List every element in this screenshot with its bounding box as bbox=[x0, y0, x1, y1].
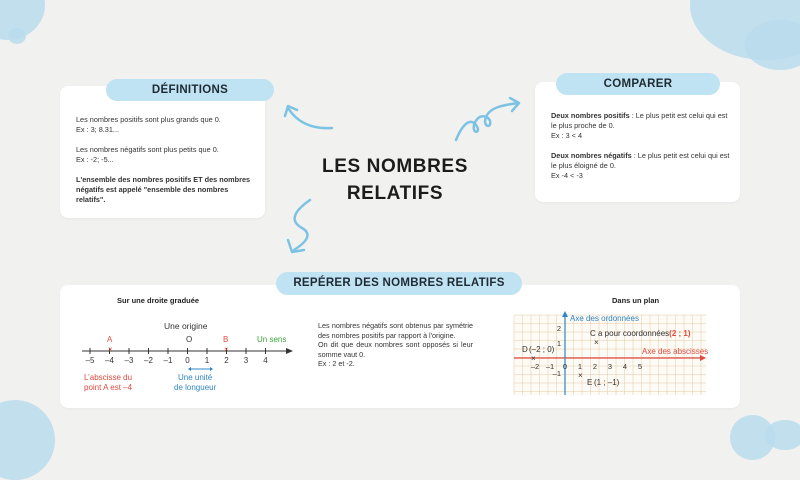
definitions-p3: L'ensemble des nombres positifs ET des nombres négatifs est appelé "ensemble des nombres relatifs". bbox=[76, 175, 251, 204]
doodle-arrow-left-icon bbox=[282, 98, 337, 138]
mark-A-icon: × bbox=[108, 345, 113, 354]
point-C-coords: (2 ; 1) bbox=[669, 329, 691, 338]
title-line-2: RELATIFS bbox=[346, 183, 444, 204]
plan-heading: Dans un plan bbox=[612, 296, 660, 305]
decor-blob-top-right-2 bbox=[745, 20, 800, 70]
point-C-mark-icon: × bbox=[594, 338, 599, 347]
page-title bbox=[300, 153, 490, 207]
comparer-positifs-bold: Deux nombres positifs bbox=[551, 111, 630, 120]
abscisse-line-1: L’abscisse du bbox=[84, 373, 133, 382]
number-line-tick-label: 0 bbox=[185, 356, 190, 365]
plane-y-tick-label: 2 bbox=[556, 324, 561, 333]
point-D-mark-icon: × bbox=[531, 354, 536, 363]
plane-x-tick-label: 2 bbox=[592, 362, 598, 371]
plane-x-tick-label: 3 bbox=[607, 362, 613, 371]
number-line-tick-label: –2 bbox=[144, 356, 153, 365]
number-line-tick-label: 4 bbox=[263, 356, 268, 365]
point-O-label: O bbox=[186, 335, 193, 344]
point-D-coords: (–2 ; 0) bbox=[529, 345, 555, 354]
number-line-tick-label: –5 bbox=[85, 356, 95, 365]
definitions-p2-line2: Ex : -2; -5... bbox=[76, 155, 114, 164]
point-C-text bbox=[590, 329, 691, 338]
point-E-label: E bbox=[587, 378, 593, 387]
title-line-1: LES NOMBRES bbox=[322, 156, 468, 177]
point-C-caption: C a pour coordonnées bbox=[590, 329, 670, 338]
axe-ordonnees-label: Axe des ordonnées bbox=[570, 314, 639, 323]
comparer-positifs-text: : Le plus petit est celui qui est le plus proche de 0. bbox=[551, 111, 728, 130]
opposes-line-3: Ex : 2 et -2. bbox=[318, 359, 355, 369]
axe-abscisses-label: Axe des abscisses bbox=[642, 347, 709, 356]
comparer-positifs-ex: Ex : 3 < 4 bbox=[551, 131, 583, 140]
plane-y-tick-label: 1 bbox=[556, 339, 561, 348]
decor-blob-top-left-small bbox=[8, 28, 26, 44]
decor-blob-bottom-left bbox=[0, 400, 55, 480]
definitions-p1-line1: Les nombres positifs sont plus grands que 0. bbox=[76, 115, 221, 124]
number-line-figure bbox=[74, 318, 304, 396]
plane-x-tick-label: 1 bbox=[577, 362, 583, 371]
point-A-label: A bbox=[107, 335, 113, 344]
comparer-label: COMPARER bbox=[556, 73, 720, 95]
number-line-tick-label: 2 bbox=[224, 356, 229, 365]
abscisse-line-2: point A est –4 bbox=[84, 383, 133, 392]
unit-arrow-right-icon bbox=[210, 367, 213, 371]
point-D-label: D bbox=[522, 345, 528, 354]
decor-blob-bottom-right-2 bbox=[765, 420, 800, 450]
droite-heading: Sur une droite graduée bbox=[117, 296, 200, 305]
definitions-label: DÉFINITIONS bbox=[106, 79, 274, 101]
y-axis-arrow-icon bbox=[562, 311, 568, 317]
coordinate-plane-figure bbox=[508, 309, 710, 397]
opposes-line-1: Les nombres négatifs sont obtenus par symétrie des nombres positifs par rapport à l'origine. bbox=[318, 321, 473, 340]
unite-line-2: de longueur bbox=[174, 383, 217, 392]
reperer-label: REPÉRER DES NOMBRES RELATIFS bbox=[276, 272, 522, 295]
plane-x-tick-label: 5 bbox=[637, 362, 643, 371]
plane-x-tick-label: 0 bbox=[562, 362, 568, 371]
plane-y-tick-label: –1 bbox=[552, 369, 561, 378]
point-E-mark-icon: × bbox=[578, 371, 583, 380]
number-line-tick-label: –1 bbox=[163, 356, 173, 365]
number-line-tick-label: –4 bbox=[105, 356, 114, 365]
point-B-label: B bbox=[223, 335, 229, 344]
opposes-text bbox=[318, 321, 473, 369]
definitions-text bbox=[76, 115, 258, 215]
definitions-p2-line1: Les nombres négatifs sont plus petits que 0. bbox=[76, 145, 219, 154]
definitions-p1-line2: Ex : 3; 8.31... bbox=[76, 125, 119, 134]
doodle-arrow-curly-icon bbox=[452, 95, 524, 145]
doodle-arrow-down-icon bbox=[280, 196, 320, 258]
number-line-tick-label: 1 bbox=[204, 356, 210, 365]
plane-x-tick-label: 4 bbox=[622, 362, 628, 371]
plane-x-tick-label: –2 bbox=[530, 362, 540, 371]
comparer-text bbox=[551, 111, 731, 191]
unit-arrow-left-icon bbox=[188, 367, 191, 371]
opposes-line-2: On dit que deux nombres sont opposés si leur somme vaut 0. bbox=[318, 340, 473, 359]
sens-label: Un sens bbox=[257, 335, 287, 344]
number-line-arrow-icon bbox=[286, 348, 293, 354]
unite-line-1: Une unité bbox=[178, 373, 213, 382]
comparer-negatifs-text: : Le plus petit est celui qui est le plus éloigné de 0. bbox=[551, 151, 730, 170]
comparer-negatifs-bold: Deux nombres négatifs bbox=[551, 151, 632, 160]
comparer-negatifs-ex: Ex -4 < -3 bbox=[551, 171, 583, 180]
point-E-coords: (1 ; –1) bbox=[594, 378, 620, 387]
plane-x-tick-label: –1 bbox=[545, 362, 555, 371]
number-line-tick-label: –3 bbox=[124, 356, 134, 365]
number-line-tick-label: 3 bbox=[243, 356, 249, 365]
mark-B-icon: × bbox=[224, 345, 229, 354]
origin-label: Une origine bbox=[164, 321, 208, 331]
